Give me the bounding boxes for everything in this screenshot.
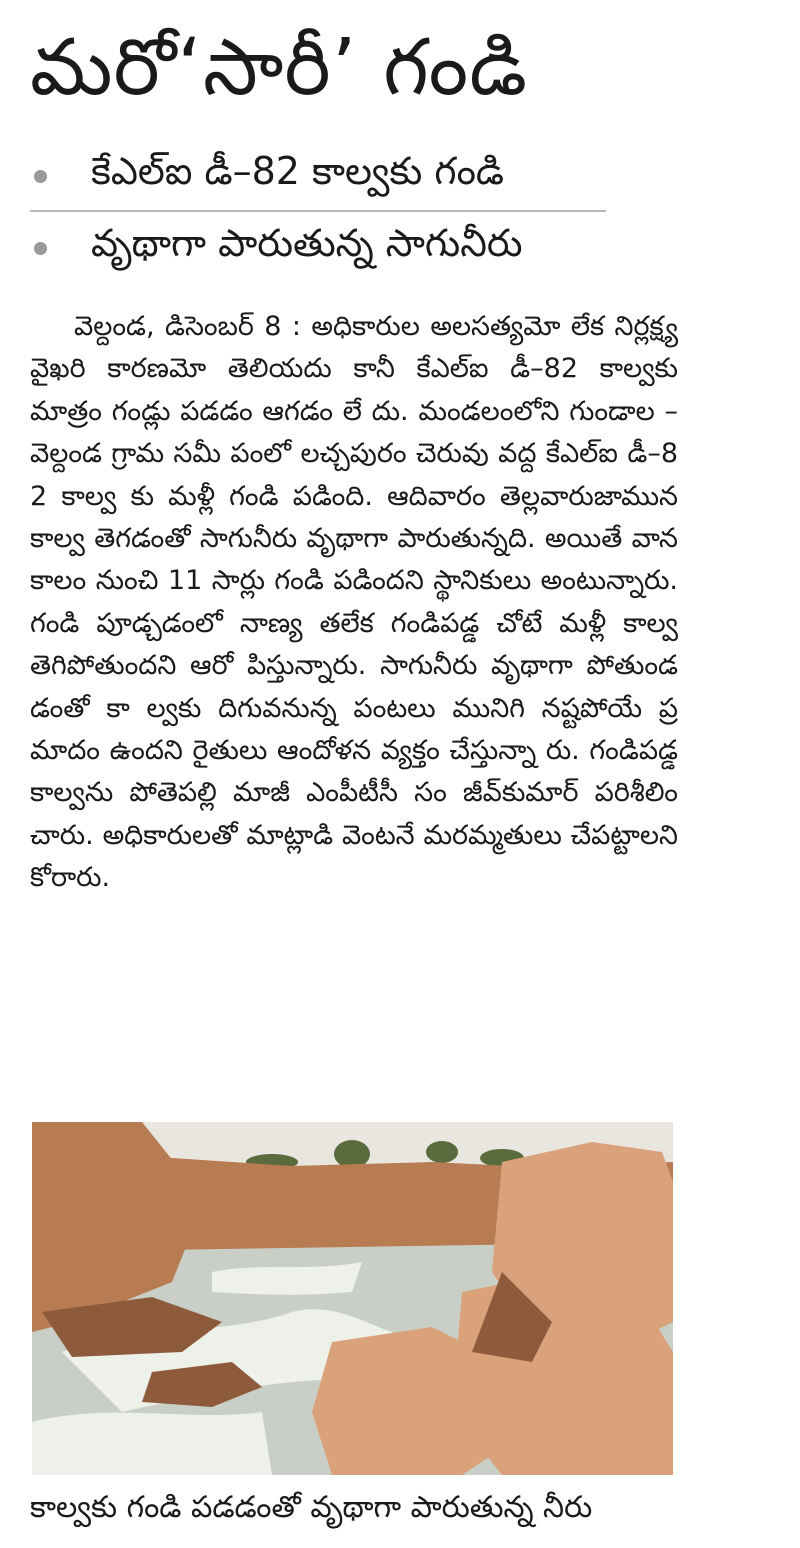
photo-caption: కాల్వకు గండి పడడంతో వృథాగా పారుతున్న నీరు bbox=[30, 1490, 593, 1525]
subheading-text: వృథాగా పారుతున్న సాగునీరు bbox=[91, 221, 523, 265]
article-body: వెల్దండ, డిసెంబర్ 8 : అధికారుల అలసత్యమో లేక నిర్లక్ష్య వైఖరి కారణమో తెలియదు కానీ కేఎల్ఐ డీ–82 కాల్వకు మాత్రం గండ్లు పడడం ఆగడం లే దు. మండలంలోని గుండాల –వెల్దండ గ్రామ సమీ పంలో లచ్చపురం చెరువు వద్ద కేఎల్ఐ డీ–82 కాల్వ కు మళ్లీ గండి పడింది. ఆదివారం తెల్లవారుజామున కాల్వ తెగడంతో సాగునీరు వృథాగా పారుతున్నది. అయితే వానకాలం నుంచి 11 సార్లు గండి పడిందని స్థానికులు అంటున్నారు. గండి పూడ్చడంలో నాణ్య తలేక గండిపడ్డ చోటే మళ్లీ కాల్వ తెగిపోతుందని ఆరో పిస్తున్నారు. సాగునీరు వృథాగా పోతుండడంతో కా ల్వకు దిగువనున్న పంటలు మునిగి నష్టపోయే ప్ర మాదం ఉందని రైతులు ఆందోళన వ్యక్తం చేస్తున్నా రు. గండిపడ్డ కాల్వను పోతెపల్లి మాజీ ఎంపీటీసీ సం జీవ్‌కుమార్ పరిశీలిం చారు. అధికారులతో మాట్లాడి వెంటనే మరమ్మతులు చేపట్టాలని కోరారు. bbox=[30, 311, 678, 894]
subheading-text: కేఎల్ఐ డీ–82 కాల్వకు గండి bbox=[91, 149, 504, 193]
subheadings bbox=[30, 144, 678, 280]
article-photo bbox=[32, 1122, 673, 1475]
bullet-icon bbox=[34, 242, 47, 255]
bullet-icon bbox=[34, 170, 47, 183]
news-clipping bbox=[30, 18, 678, 900]
headline: మరో‘సారీ’ గండి bbox=[30, 23, 528, 113]
divider bbox=[30, 210, 606, 212]
subheading-1 bbox=[30, 144, 678, 208]
breached-canal-image bbox=[32, 1122, 673, 1475]
subheading-2 bbox=[30, 216, 678, 280]
